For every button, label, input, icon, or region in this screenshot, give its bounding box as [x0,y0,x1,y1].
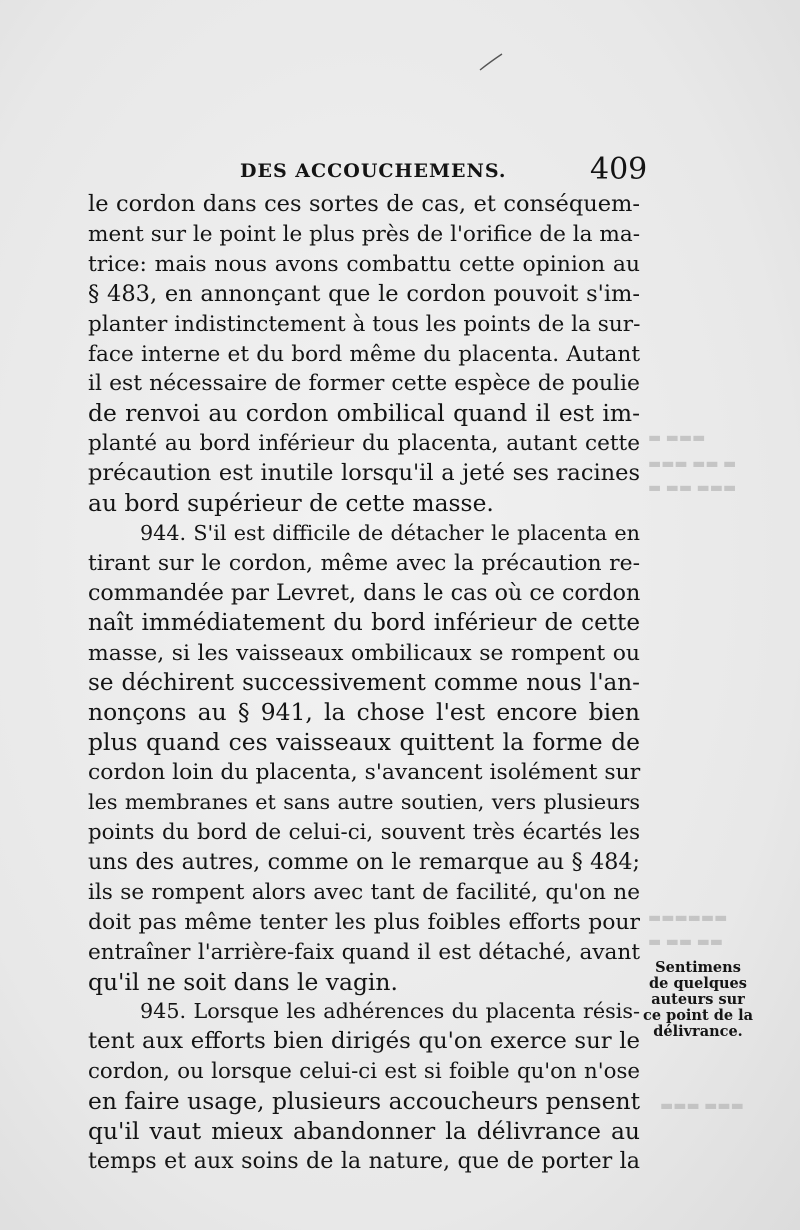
margin-note-line: de quelques [649,975,747,992]
text-line: planter indistinctement à tous les points de la sur- [88,311,641,337]
text-line: plus quand ces vaisseaux quittent la forme de [88,728,640,757]
text-line: le cordon dans ces sortes de cas, et conséquem- [88,191,640,217]
text-line: tent aux efforts bien dirigés qu'on exerce sur le [88,1028,640,1055]
show-through-mark: ▬▬▬ ▬▬▬ [660,1098,744,1114]
text-line: se déchirent successivement comme nous l'an- [88,669,640,696]
text-line: points du bord de celui-ci, souvent très écartés les [88,820,640,846]
show-through-mark: ▬▬▬▬▬▬ [648,910,728,926]
text-line: entraîner l'arrière-faix quand il est détaché, avant [88,939,640,965]
text-line: masse, si les vaisseaux ombilicaux se rompent ou [88,640,640,666]
margin-note [638,960,758,1040]
margin-note-line: ce point de la [642,1007,754,1024]
text-line: commandée par Levret, dans le cas où ce cordon [88,579,641,606]
text-line: temps et aux soins de la nature, que de porter la [88,1148,640,1174]
running-title: DES ACCOUCHEMENS. [240,160,507,182]
text-line: de renvoi au cordon ombilical quand il est im- [88,399,640,428]
text-line: qu'il ne soit dans le vagin. [88,967,398,996]
body-text [88,190,640,1177]
paragraph-start-945: 945. Lorsque les adhérences du placenta résis- [140,999,640,1024]
text-line: cordon loin du placenta, s'avancent isolément sur [88,760,641,786]
text-line: planté au bord inférieur du placenta, autant cette [88,431,640,457]
margin-note-line: auteurs sur [651,991,745,1008]
margin-note-line: Sentimens [655,959,741,976]
text-line: doit pas même tenter les plus foibles efforts pour [88,909,640,935]
show-through-mark: ▬▬▬ ▬▬ ▬ [648,480,737,496]
text-line: il est nécessaire de former cette espèce de poulie [88,371,640,397]
text-line: cordon, ou lorsque celui-ci est si foible qu'on n'ose [88,1059,640,1085]
show-through-mark: ▬▬ ▬▬ ▬ [648,934,724,950]
text-line: uns des autres, comme on le remarque au § 484; [88,848,640,875]
text-line: précaution est inutile lorsqu'il a jeté ses racines [88,460,640,487]
text-line: naît immédiatement du bord inférieur de cette [88,609,640,636]
text-line: trice: mais nous avons combattu cette opinion au [88,251,640,277]
page-number: 409 [590,152,648,187]
text-line: les membranes et sans autre soutien, vers plusieurs [88,790,640,815]
running-head [88,150,648,190]
text-line: face interne et du bord même du placenta. Autant [88,341,640,367]
text-line: tirant sur le cordon, même avec la précaution re- [88,550,640,576]
show-through-mark: ▬ ▬▬ ▬▬▬ [648,456,737,472]
margin-note-line: délivrance. [653,1023,743,1040]
text-line: § 483, en annonçant que le cordon pouvoit s'im- [88,280,640,307]
paragraph-start-944: 944. S'il est difficile de détacher le placenta en [140,520,640,545]
text-line: ils se rompent alors avec tant de facilité, qu'on ne [88,879,640,905]
show-through-mark: ▬▬▬ ▬ [648,430,706,446]
text-line: au bord supérieur de cette masse. [88,489,494,518]
pencil-mark-icon [478,52,504,72]
text-line: en faire usage, plusieurs accoucheurs pensent [88,1087,640,1116]
text-line: ment sur le point le plus près de l'orifice de la ma- [88,221,641,247]
text-line: qu'il vaut mieux abandonner la délivrance au [88,1117,640,1146]
text-line: nonçons au § 941, la chose l'est encore bien [88,698,640,727]
